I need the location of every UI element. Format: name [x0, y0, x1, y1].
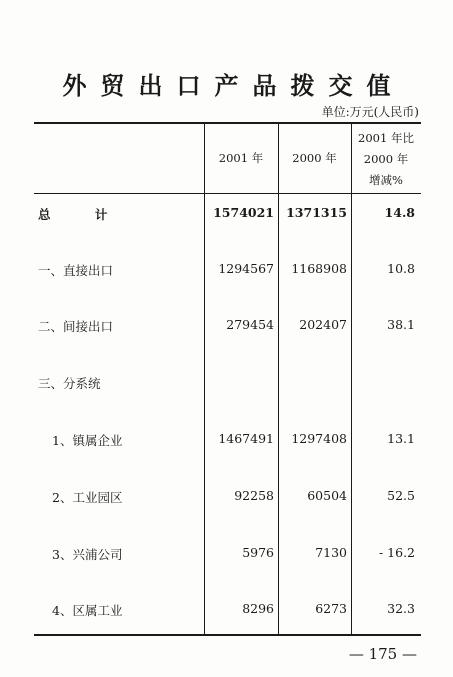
- row-change: 52.5: [387, 488, 415, 503]
- row-label: 三、分系统: [38, 376, 101, 391]
- header-2001: 2001 年: [218, 151, 264, 165]
- row-label: 1、镇属企业: [52, 433, 123, 448]
- row-2001: 1574021: [213, 205, 274, 220]
- row-change: 32.3: [387, 601, 415, 616]
- table-row: [0, 317, 453, 337]
- table-row: [0, 545, 453, 565]
- row-label: 2、工业园区: [52, 490, 123, 505]
- page-title: 外贸出口产品拨交值: [62, 71, 405, 100]
- row-label: 一、直接出口: [38, 263, 114, 278]
- row-label: 3、兴浦公司: [52, 547, 123, 562]
- row-change: 38.1: [387, 317, 415, 332]
- table-row: [0, 488, 453, 508]
- header-2000: 2000 年: [292, 151, 337, 165]
- table-row: [0, 431, 453, 451]
- row-2000: 1168908: [291, 261, 347, 276]
- table-row: [0, 601, 453, 621]
- row-2001: 92258: [234, 488, 274, 503]
- header-change-line1: 2001 年比: [358, 131, 414, 145]
- row-2000: 7130: [315, 545, 347, 560]
- row-label: 总 计: [38, 207, 128, 222]
- header-change: [351, 128, 421, 191]
- table-row: [0, 205, 453, 225]
- row-label: 二、间接出口: [38, 319, 114, 334]
- row-2000: 202407: [299, 317, 347, 332]
- row-change: 10.8: [387, 261, 415, 276]
- row-2001: 279454: [226, 317, 274, 332]
- table-header-rule: [34, 193, 421, 194]
- row-change: 13.1: [387, 431, 415, 446]
- page-number: — 175 —: [348, 645, 417, 663]
- table-row: [0, 261, 453, 281]
- row-2001: 8296: [242, 601, 274, 616]
- row-2000: 1297408: [291, 431, 347, 446]
- row-change: - 16.2: [378, 545, 415, 560]
- row-2001: 5976: [242, 545, 274, 560]
- header-change-line3: 增减%: [369, 173, 403, 187]
- table-bottom-rule: [34, 634, 421, 636]
- row-change: 14.8: [384, 205, 415, 220]
- row-2001: 1294567: [218, 261, 274, 276]
- row-2000: 6273: [315, 601, 347, 616]
- unit-note: 单位:万元(人民币): [321, 105, 419, 119]
- row-label: 4、区属工业: [52, 603, 123, 618]
- header-change-line2: 2000 年: [363, 152, 409, 166]
- row-2000: 60504: [307, 488, 347, 503]
- row-2001: 1467491: [218, 431, 274, 446]
- table-top-rule: [34, 122, 421, 124]
- table-row: [0, 374, 453, 394]
- row-2000: 1371315: [286, 205, 347, 220]
